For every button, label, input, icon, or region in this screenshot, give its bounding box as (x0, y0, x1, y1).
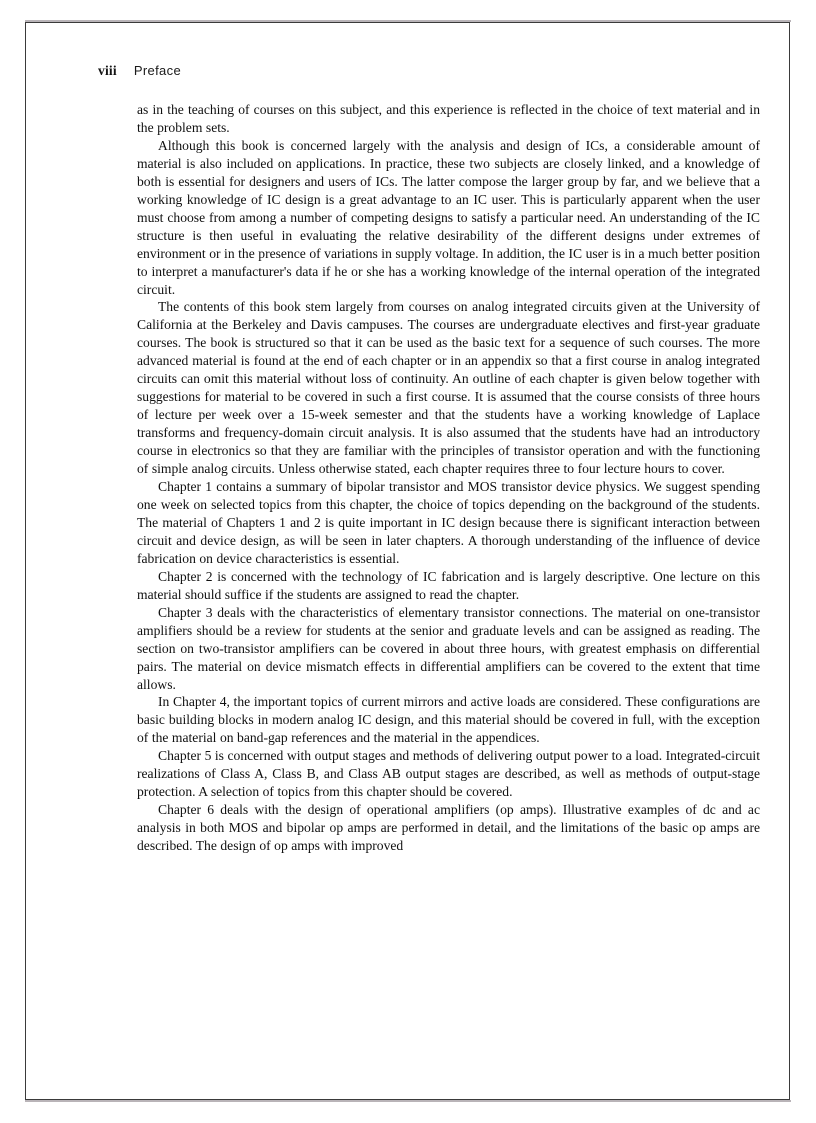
running-head (98, 63, 181, 79)
paragraph: In Chapter 4, the important topics of current mirrors and active loads are considered. These configurations are basic building blocks in modern analog IC design, and this material should be covered in full, with the exception of the material on band-gap references and the material in the appendices. (137, 694, 760, 746)
page-folio: viii (98, 63, 117, 78)
paragraph: Chapter 3 deals with the characteristics of elementary transistor connections. The material on one-transistor amplifiers should be a review for students at the senior and graduate levels and can be assigned as reading. The section on two-transistor amplifiers can be covered in about three hours, with greatest emphasis on differential pairs. The material on device mismatch effects in differential amplifiers can be covered to the extent that time allows. (137, 604, 760, 692)
running-head-title: Preface (133, 63, 182, 78)
page-sheet (25, 22, 790, 1100)
paragraph: Chapter 2 is concerned with the technology of IC fabrication and is largely descriptive. One lecture on this material should suffice if the students are assigned to read the chapter. (137, 568, 760, 602)
paragraph: Chapter 6 deals with the design of operational amplifiers (op amps). Illustrative examples of dc and ac analysis in both MOS and bipolar op amps are performed in detail, and the limitations of the basic op amps are described. The design of op amps with improved (137, 802, 760, 854)
paragraph: The contents of this book stem largely from courses on analog integrated circuits given at the University of California at the Berkeley and Davis campuses. The courses are undergraduate electives and first-year graduate courses. The book is structured so that it can be used as the basic text for a sequence of such courses. The more advanced material is found at the end of each chapter or in an appendix so that a first course in analog integrated circuits can omit this material without loss of continuity. An outline of each chapter is given below together with suggestions for material to be covered in such a first course. It is assumed that the course consists of three hours of lecture per week over a 15-week semester and that the students have a working knowledge of Laplace transforms and frequency-domain circuit analysis. It is also assumed that the students have had an introductory course in electronics so that they are familiar with the principles of transistor operation and with the functioning of simple analog circuits. Unless otherwise stated, each chapter requires three to four lecture hours to cover. (137, 299, 760, 477)
body-text-column (137, 101, 760, 855)
paragraph: Chapter 1 contains a summary of bipolar transistor and MOS transistor device physics. We suggest spending one week on selected topics from this chapter, the choice of topics depending on the background of the students. The material of Chapters 1 and 2 is quite important in IC design because there is significant interaction between circuit and device design, as will be seen in later chapters. A thorough understanding of the influence of device fabrication on device characteristics is essential. (137, 479, 760, 566)
paragraph: Chapter 5 is concerned with output stages and methods of delivering output power to a load. Integrated-circuit realizations of Class A, Class B, and Class AB output stages are described, as well as methods of output-stage protection. A selection of topics from this chapter should be covered. (137, 748, 760, 800)
scan-edge-bottom (25, 1100, 791, 1102)
paragraph: as in the teaching of courses on this subject, and this experience is reflected in the choice of text material and in the problem sets. (137, 102, 760, 135)
paragraph: Although this book is concerned largely with the analysis and design of ICs, a considerable amount of material is also included on applications. In practice, these two subjects are closely linked, and a knowledge of both is essential for designers and users of ICs. The latter compose the larger group by far, and we believe that a working knowledge of IC design is a great advantage to an IC user. This is particularly apparent when the user must choose from among a number of competing designs to satisfy a particular need. An understanding of the IC structure is then useful in evaluating the relative desirability of the different designs under extremes of environment or in the presence of variations in supply voltage. In addition, the IC user is in a much better position to interpret a manufacturer's data if he or she has a working knowledge of the internal operation of the integrated circuit. (137, 137, 760, 297)
